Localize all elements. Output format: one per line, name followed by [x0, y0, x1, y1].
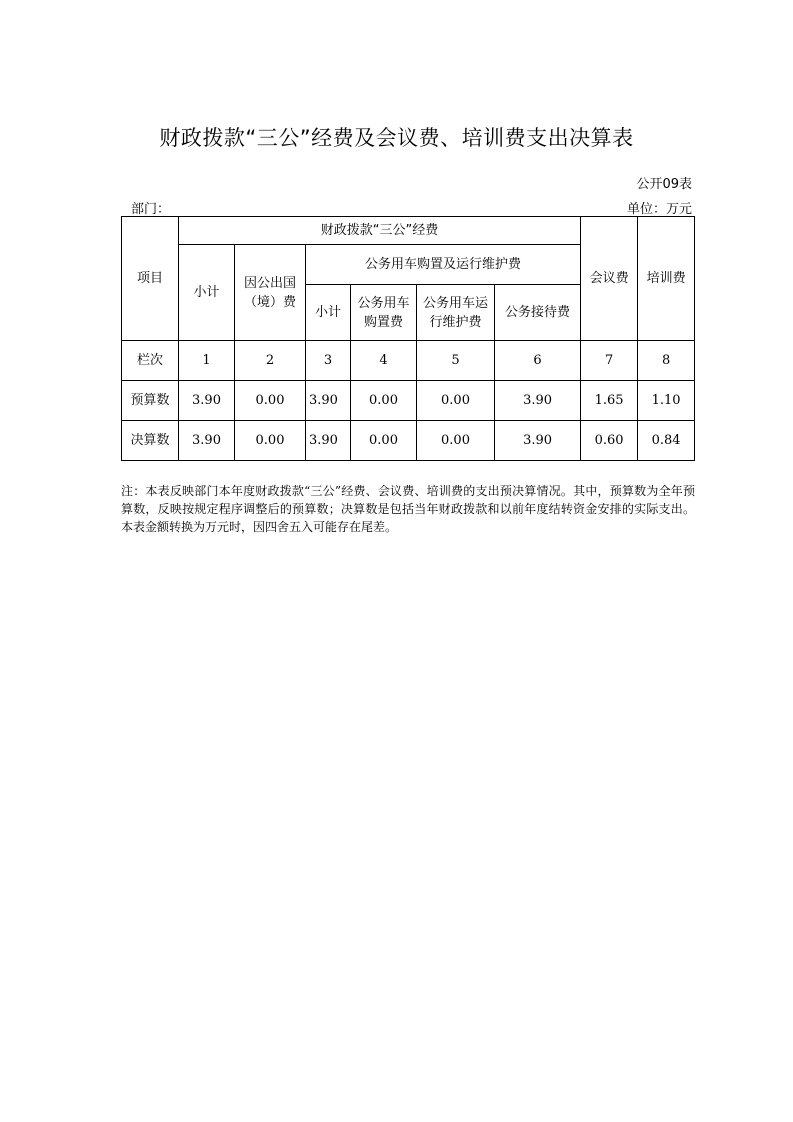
table-cell: 0.00 [235, 421, 306, 461]
header-reception: 公务接待费 [495, 285, 581, 341]
row-label: 决算数 [122, 421, 179, 461]
header-item: 项目 [122, 217, 179, 341]
table-cell: 0.00 [417, 381, 495, 421]
table-cell: 3.90 [179, 421, 235, 461]
table-cell: 6 [495, 341, 581, 381]
header-vehicle-group: 公务用车购置及运行维护费 [306, 245, 581, 285]
table-cell: 3 [306, 341, 351, 381]
row-label: 预算数 [122, 381, 179, 421]
table-cell: 0.00 [351, 421, 417, 461]
table-cell: 3.90 [179, 381, 235, 421]
table-cell: 3.90 [495, 381, 581, 421]
table-cell: 3.90 [306, 381, 351, 421]
table-row [122, 421, 695, 461]
table-cell: 0.00 [351, 381, 417, 421]
table-cell: 3.90 [306, 421, 351, 461]
department-label: 部门： [131, 202, 171, 217]
page-title: 财政拨款“三公”经费及会议费、培训费支出决算表 [159, 126, 634, 150]
header-meeting: 会议费 [581, 217, 638, 341]
header-abroad: 因公出国（境）费 [235, 245, 306, 341]
table-cell: 1.10 [638, 381, 695, 421]
header-subtotal: 小计 [179, 245, 235, 341]
row-label: 栏次 [122, 341, 179, 381]
table-cell: 0.60 [581, 421, 638, 461]
header-vehicle-subtotal: 小计 [306, 285, 351, 341]
table-row [122, 341, 695, 381]
table-cell: 7 [581, 341, 638, 381]
table-cell: 1.65 [581, 381, 638, 421]
table-cell: 0.00 [417, 421, 495, 461]
header-vehicle-purchase: 公务用车购置费 [351, 285, 417, 341]
footnote: 注：本表反映部门本年度财政拨款“三公”经费、会议费、培训费的支出预决算情况。其中，预算数为全年预算数，反映按规定程序调整后的预算数；决算数是包括当年财政拨款和以前年度结转资金安排的实际支出。本表金额转换为万元时，因四舍五入可能存在尾差。 [121, 484, 695, 534]
table-cell: 2 [235, 341, 306, 381]
table-cell: 1 [179, 341, 235, 381]
table-cell: 3.90 [495, 421, 581, 461]
header-vehicle-operation: 公务用车运行维护费 [417, 285, 495, 341]
expenditure-table [121, 216, 695, 461]
table-cell: 8 [638, 341, 695, 381]
header-three-public: 财政拨款“三公”经费 [179, 217, 581, 245]
table-cell: 0.00 [235, 381, 306, 421]
table-row [122, 381, 695, 421]
table-cell: 5 [417, 341, 495, 381]
table-cell: 0.84 [638, 421, 695, 461]
header-training: 培训费 [638, 217, 695, 341]
form-number: 公开09表 [636, 177, 692, 192]
table-cell: 4 [351, 341, 417, 381]
unit-label: 单位：万元 [626, 202, 692, 217]
